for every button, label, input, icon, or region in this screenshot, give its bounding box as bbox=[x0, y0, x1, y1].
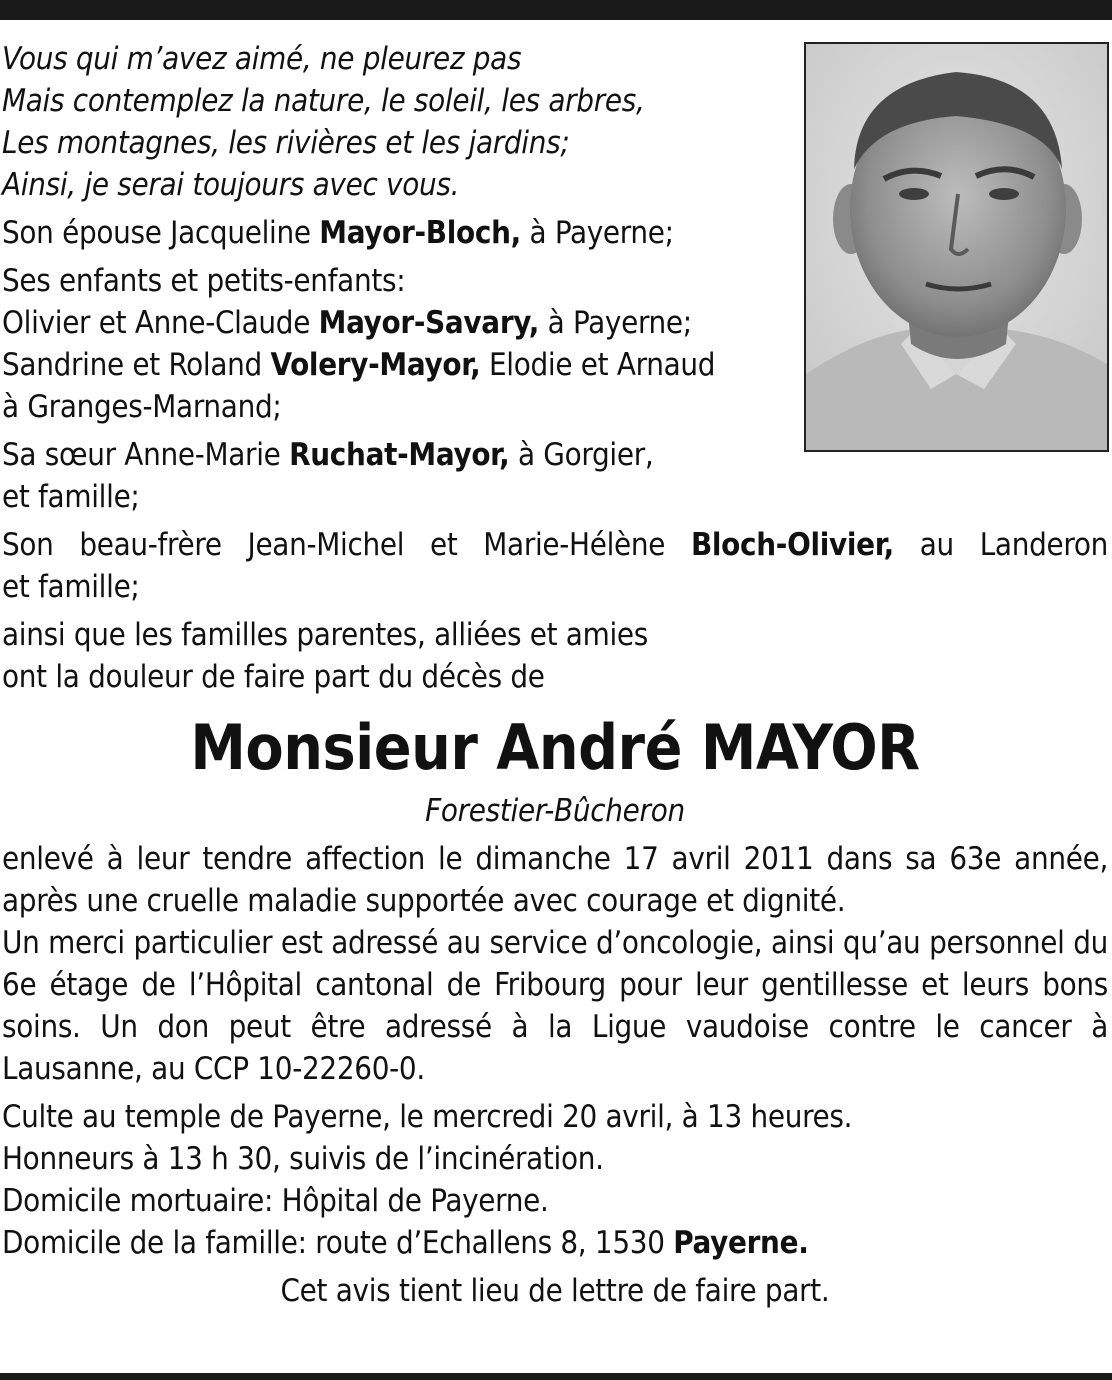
domicile-famille-line bbox=[2, 1222, 1108, 1264]
sister-text: Sa sœur Anne-Marie bbox=[2, 437, 290, 473]
poem-line: Ainsi, je serai toujours avec vous. bbox=[2, 167, 460, 203]
death-text: enlevé à leur tendre affection le dimanche 17 avril 2011 dans sa 63e année, après une cruelle maladie supportée avec courage et dignité. bbox=[2, 841, 1108, 919]
culte-line: Culte au temple de Payerne, le mercredi 20 avril, à 13 heures. bbox=[2, 1099, 853, 1135]
child2-name: Volery-Mayor, bbox=[270, 347, 481, 383]
poem-line: Vous qui m’avez aimé, ne pleurez pas bbox=[2, 41, 522, 77]
brother-in-law-place: au Landeron bbox=[893, 527, 1108, 563]
brother-in-law-text: Son beau-frère Jean-Michel et Marie-Hélène bbox=[2, 527, 691, 563]
spouse-line bbox=[2, 212, 792, 254]
sister-name: Ruchat-Mayor, bbox=[289, 437, 510, 473]
sister-family: et famille; bbox=[2, 479, 140, 515]
child1-place: à Payerne; bbox=[539, 305, 692, 341]
child2-line bbox=[2, 344, 792, 386]
relatives-block bbox=[2, 614, 1108, 698]
brother-in-law-block bbox=[2, 524, 1108, 608]
brother-in-law-family: et famille; bbox=[2, 569, 140, 605]
domicile-famille-town: Payerne. bbox=[673, 1225, 809, 1261]
child1-text: Olivier et Anne-Claude bbox=[2, 305, 319, 341]
poem-line: Mais contemplez la nature, le soleil, les arbres, bbox=[2, 83, 645, 119]
poem-line: Les montagnes, les rivières et les jardins; bbox=[2, 125, 570, 161]
thanks-text: Un merci particulier est adressé au service d’oncologie, ainsi qu’au personnel du 6e étage de l’Hôpital cantonal de Fribourg pour leur gentillesse et leurs bons soins. Un don peut être adressé à la Ligue vaudoise contre le cancer à Lausanne, au CCP 10-22260-0. bbox=[2, 925, 1108, 1087]
deceased-profession: Forestier-Bûcheron bbox=[425, 793, 685, 829]
honneurs-line: Honneurs à 13 h 30, suivis de l’incinération. bbox=[2, 1141, 604, 1177]
spouse-text: Son épouse Jacqueline bbox=[2, 215, 320, 251]
children-intro: Ses enfants et petits-enfants: bbox=[2, 263, 406, 299]
ceremony-block bbox=[2, 1096, 1108, 1264]
child2-grandchildren: Elodie et Arnaud bbox=[480, 347, 716, 383]
domicile-mortuaire-line: Domicile mortuaire: Hôpital de Payerne. bbox=[2, 1183, 549, 1219]
deceased-name: Monsieur André MAYOR bbox=[190, 711, 920, 784]
sister-place: à Gorgier, bbox=[509, 437, 654, 473]
sister-line bbox=[2, 434, 792, 476]
child1-name: Mayor-Savary, bbox=[318, 305, 540, 341]
domicile-famille-text: Domicile de la famille: route d’Echallens 8, 1530 bbox=[2, 1225, 674, 1261]
children-block bbox=[2, 260, 792, 428]
brother-in-law-name: Bloch-Olivier, bbox=[690, 527, 894, 563]
child2-text: Sandrine et Roland bbox=[2, 347, 271, 383]
obituary-content bbox=[2, 38, 1108, 1312]
closing-note: Cet avis tient lieu de lettre de faire part. bbox=[280, 1273, 830, 1309]
child1-line bbox=[2, 302, 792, 344]
sister-block bbox=[2, 434, 792, 518]
announcement-line: ont la douleur de faire part du décès de bbox=[2, 659, 545, 695]
child2-place: à Granges-Marnand; bbox=[2, 389, 282, 425]
top-rule bbox=[0, 0, 1112, 20]
spouse-place: à Payerne; bbox=[520, 215, 674, 251]
relatives-line: ainsi que les familles parentes, alliées et amies bbox=[2, 617, 649, 653]
bottom-rule bbox=[0, 1373, 1112, 1380]
poem bbox=[2, 38, 792, 206]
spouse-name: Mayor-Bloch, bbox=[319, 215, 521, 251]
brother-in-law-line bbox=[2, 524, 1108, 566]
